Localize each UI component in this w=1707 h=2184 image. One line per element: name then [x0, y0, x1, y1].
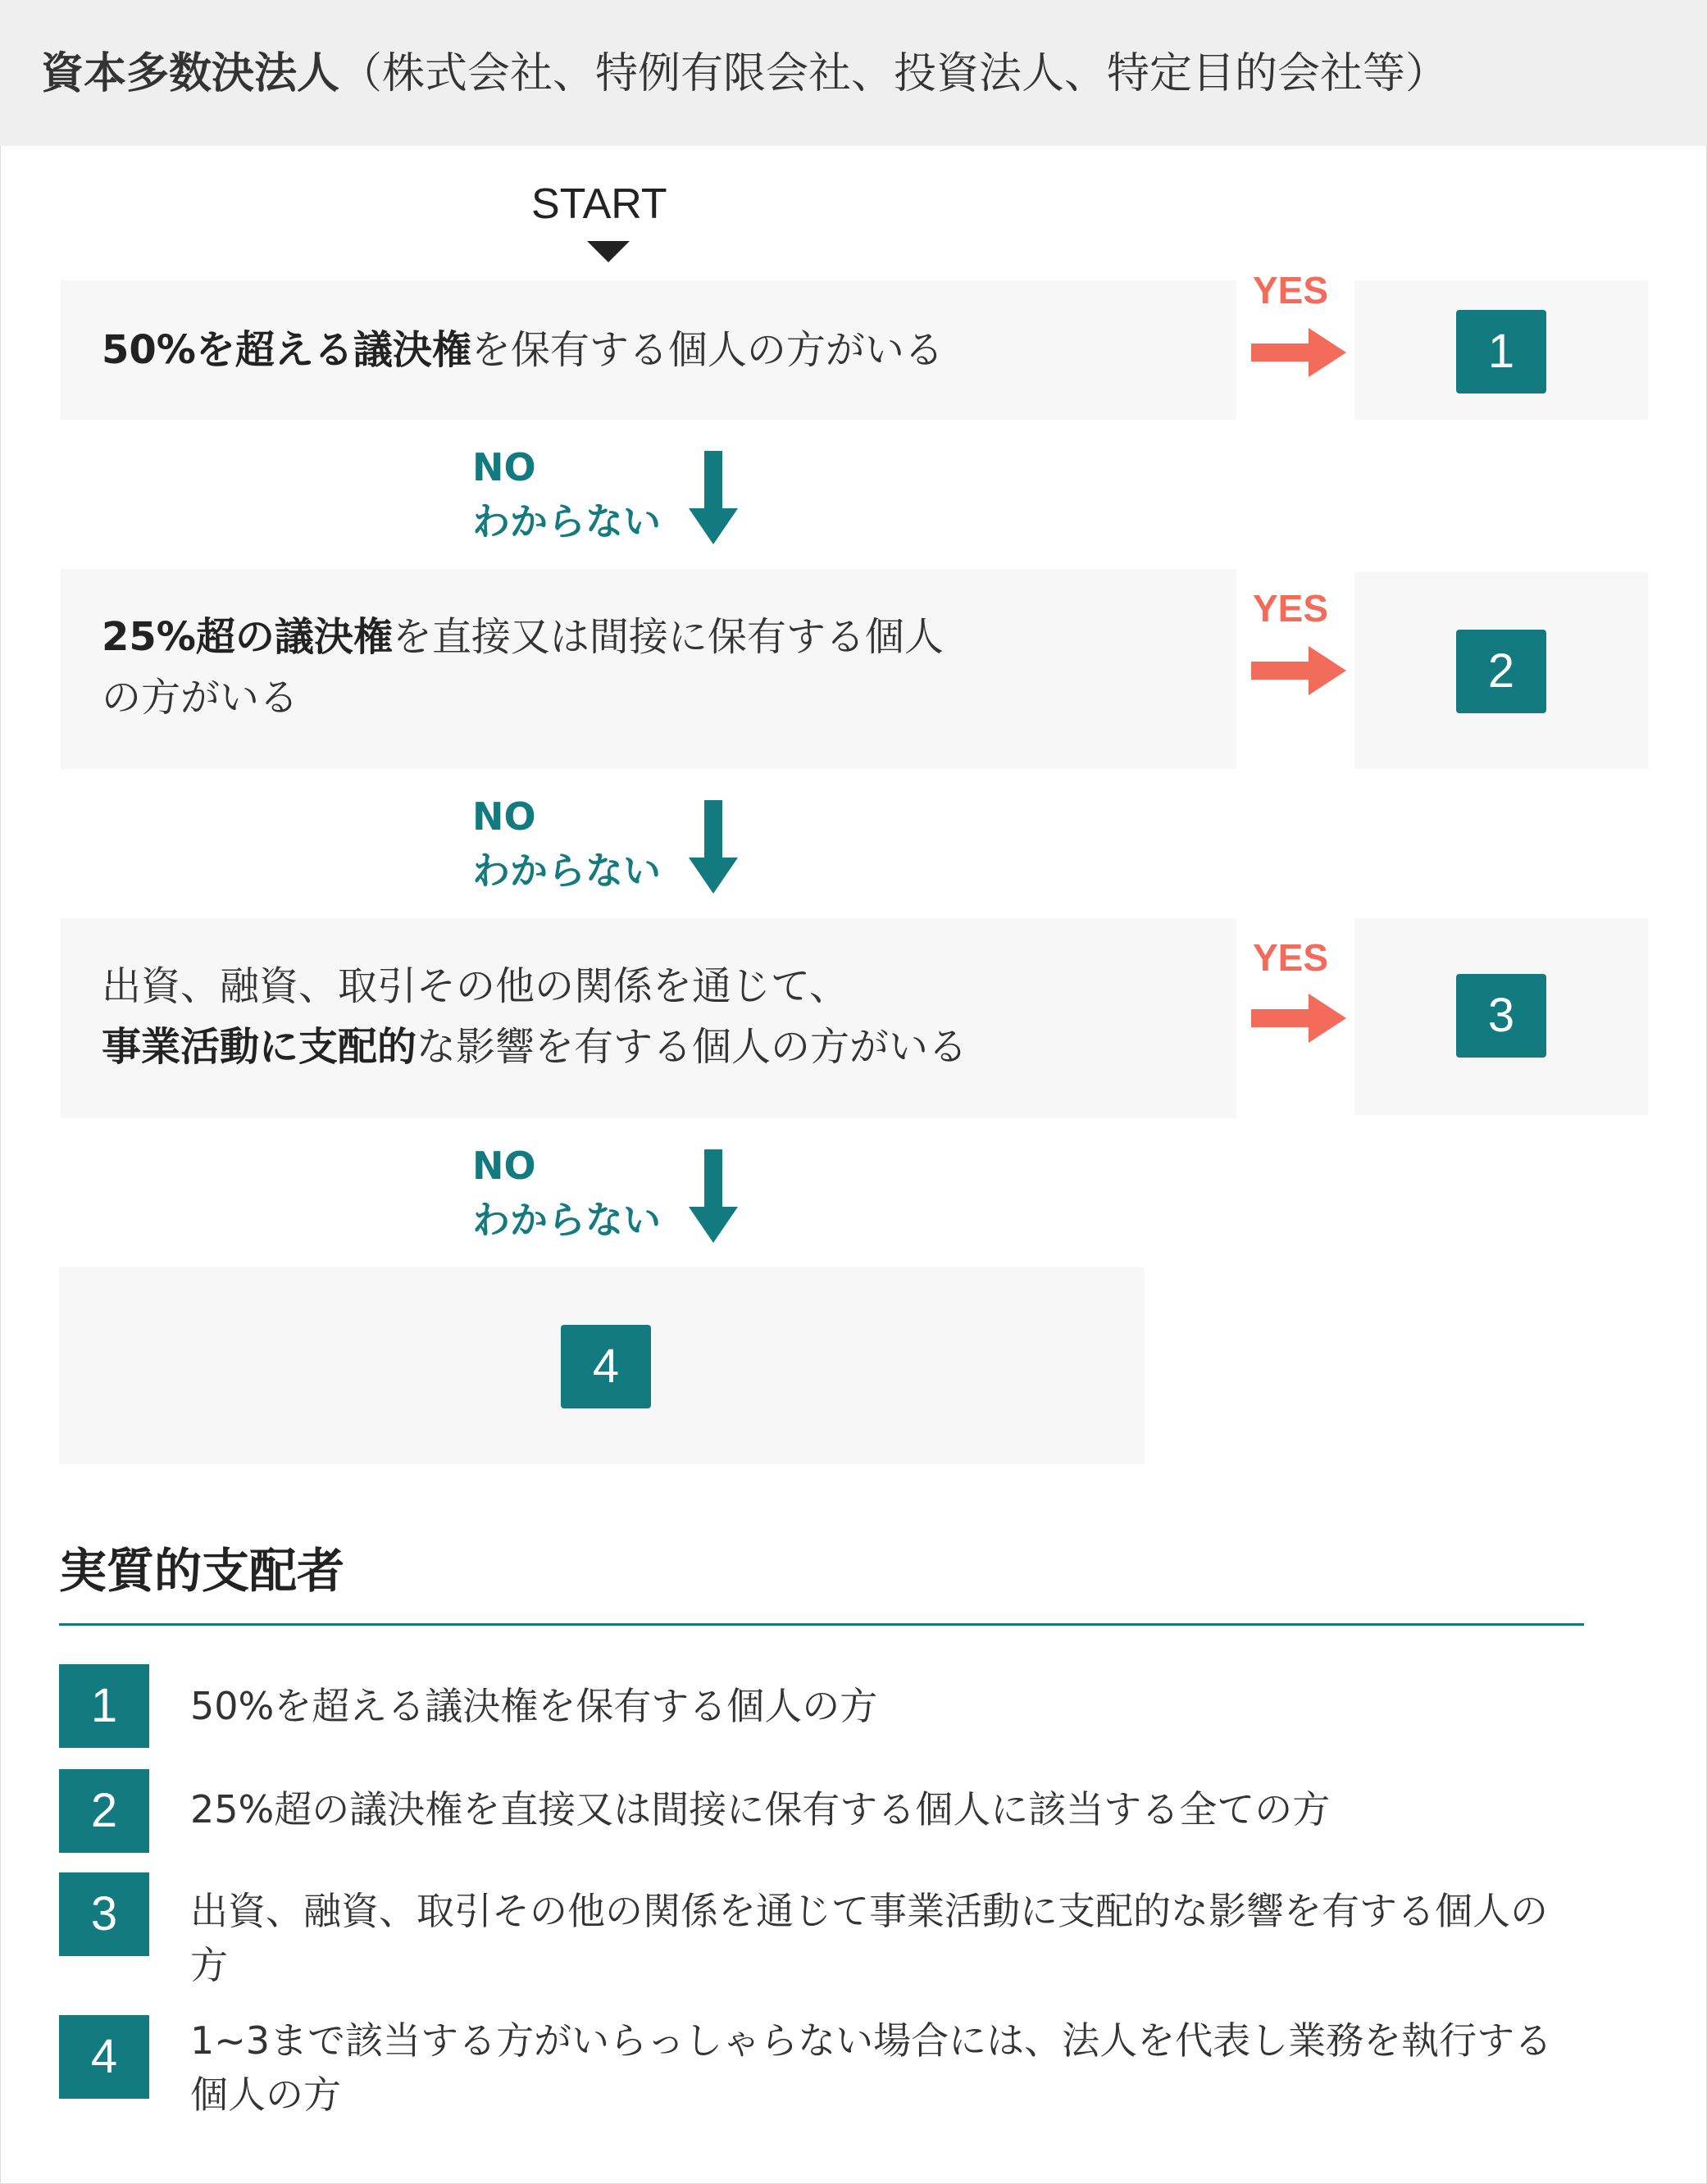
question-2-line2: の方がいる [102, 675, 299, 721]
result-4-badge: 4 [561, 1325, 651, 1408]
result-4-box [59, 1267, 1145, 1464]
no-label-1-line1: NO [472, 445, 536, 489]
no-label-3-line1: NO [472, 1144, 536, 1188]
question-2-rest: を直接又は間接に保有する個人 [392, 614, 944, 660]
page-title [41, 41, 1448, 107]
result-3-badge: 3 [1456, 974, 1546, 1058]
start-label: START [531, 180, 667, 228]
question-2-bold: 25%超の議決権 [102, 614, 393, 660]
no-arrow-icon-1 [689, 451, 738, 546]
result-1-box [1354, 280, 1648, 420]
question-1-bold: 50%を超える議決権 [102, 327, 471, 373]
question-2-text [102, 607, 1184, 728]
page-header [0, 0, 1707, 146]
definition-2-text: 25%超の議決権を直接又は間接に保有する個人に該当する全ての方 [190, 1787, 1331, 1831]
result-2-box [1354, 572, 1648, 769]
question-2-box [61, 569, 1236, 769]
no-arrow-icon-3 [689, 1149, 738, 1244]
definition-3-text: 出資、融資、取引その他の関係を通じて事業活動に支配的な影響を有する個人の方 [190, 1889, 1548, 1987]
no-label-3-line2: わからない [472, 1198, 661, 1242]
no-label-2-line1: NO [472, 794, 536, 839]
definition-3-badge: 3 [59, 1872, 149, 1956]
definitions-divider [59, 1623, 1584, 1626]
definitions-title: 実質的支配者 [59, 1543, 345, 1599]
no-label-2-line2: わからない [472, 849, 661, 893]
definition-1-text: 50%を超える議決権を保有する個人の方 [190, 1684, 878, 1728]
question-3-line1: 出資、融資、取引その他の関係を通じて、 [102, 963, 849, 1009]
start-triangle-icon [587, 241, 630, 262]
question-3-rest: な影響を有する個人の方がいる [417, 1024, 968, 1070]
result-3-box [1354, 918, 1648, 1115]
definition-4-text: 1~3まで該当する方がいらっしゃらない場合には、法人を代表し業務を執行する個人の方 [190, 2018, 1553, 2117]
yes-arrow-icon-1 [1251, 328, 1350, 377]
question-1-rest: を保有する個人の方がいる [471, 327, 944, 373]
question-3-text [102, 956, 1217, 1077]
result-2-badge: 2 [1456, 630, 1546, 713]
no-arrow-icon-2 [689, 800, 738, 895]
question-1-box [61, 280, 1236, 420]
question-1-text [102, 320, 944, 380]
definition-4-badge: 4 [59, 2015, 149, 2099]
yes-arrow-icon-3 [1251, 994, 1350, 1043]
no-label-1-line2: わからない [472, 499, 661, 544]
question-3-bold: 事業活動に支配的 [102, 1024, 417, 1070]
yes-label-3: YES [1253, 936, 1329, 979]
definition-2-badge: 2 [59, 1769, 149, 1853]
no-label-2 [472, 789, 661, 898]
yes-label-2: YES [1253, 587, 1329, 630]
question-3-box [61, 918, 1236, 1118]
no-label-3 [472, 1139, 661, 1247]
page-title-subtitle: （株式会社、特例有限会社、投資法人、特定目的会社等） [339, 49, 1449, 98]
result-1-badge: 1 [1456, 310, 1546, 394]
definition-1-badge: 1 [59, 1664, 149, 1748]
yes-arrow-icon-2 [1251, 646, 1350, 695]
page-title-main: 資本多数決法人 [41, 49, 340, 98]
no-label-1 [472, 440, 661, 548]
yes-label-1: YES [1253, 269, 1329, 312]
